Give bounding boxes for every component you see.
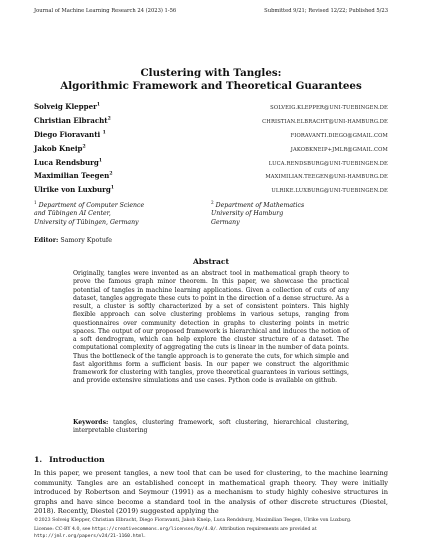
affiliations xyxy=(34,199,388,227)
author-row xyxy=(34,144,388,158)
affiliation-line: Germany xyxy=(211,218,240,226)
author-email[interactable]: LUCA.RENDSBURG@UNI-TUEBINGEN.DE xyxy=(268,160,388,167)
author-email[interactable]: ULRIKE.LUXBURG@UNI-TUEBINGEN.DE xyxy=(271,188,388,195)
author-email[interactable]: CHRISTIAN.ELBRACHT@UNI-HAMBURG.DE xyxy=(262,118,388,125)
editor-name: Samory Kpotufe xyxy=(60,237,112,244)
affiliation-line: University of Tübingen, Germany xyxy=(34,218,139,226)
author-row xyxy=(34,185,388,199)
journal-citation: Journal of Machine Learning Research 24 (2023) 1-56 xyxy=(34,8,177,14)
editor-line xyxy=(34,237,112,244)
author-name: Ulrike von Luxburg$^1$ xyxy=(34,185,115,195)
title-line-2: Algorithmic Framework and Theoretical Guarantees xyxy=(60,80,362,92)
license-mid: . Attribution requirements are provided at xyxy=(216,527,317,533)
title-line-1: Clustering with Tangles: xyxy=(140,67,282,79)
author-name: Maximilian Teegen$^2$ xyxy=(34,171,113,181)
copyright-notice: ©2023 Solveig Klepper, Christian Elbracht, Diego Fioravanti, Jakob Kneip, Luca Rendsburg, Maximilian Teegen, Ulrike von Luxburg. xyxy=(34,518,352,523)
author-name: Jakob Kneip$^2$ xyxy=(34,143,86,153)
attribution-link[interactable]: http://jmlr.org/papers/v24/21-1160.html xyxy=(34,533,145,539)
affiliation-2 xyxy=(211,199,388,227)
author-row xyxy=(34,171,388,185)
keywords-text: tangles, clustering framework, soft clustering, hierarchical clustering, interpretable clustering xyxy=(73,419,349,435)
affiliation-marker: 2 xyxy=(211,200,214,205)
author-name: Luca Rendsburg$^1$ xyxy=(34,157,103,167)
section-heading xyxy=(34,455,112,464)
running-header xyxy=(34,8,388,14)
author-name: Diego Fioravanti $^1$ xyxy=(34,129,106,139)
footnote xyxy=(34,518,388,540)
license-link[interactable]: https://creativecommons.org/licenses/by/4.0/ xyxy=(91,527,217,533)
author-email[interactable]: MAXIMILIAN.TEEGEN@UNI-HAMBURG.DE xyxy=(265,174,388,181)
affiliation-line: Department of Mathematics xyxy=(215,202,305,210)
editor-label: Editor: xyxy=(34,237,59,244)
license-end: . xyxy=(144,533,146,539)
author-email[interactable]: FIORAVANTI.DIEGO@GMAIL.COM xyxy=(290,132,388,139)
introduction-text: In this paper, we present tangles, a new tool that can be used for clustering, to the machine learning community. Tangles are an established concept in mathematical graph theory. They were initially introduced by Robertson and Seymour (1991) as a mechanism to study highly cohesive structures in graphs and have since become a standard tool in the analysis of other discrete structures (Diestel, 2018). Recently, Diestel (2019) suggested applying the xyxy=(34,469,388,516)
author-name: Solveig Klepper$^1$ xyxy=(34,102,101,111)
author-row xyxy=(34,102,388,116)
author-email[interactable]: JAKOBKNEIP+JMLR@GMAIL.COM xyxy=(290,146,388,153)
author-name: Christian Elbracht$^2$ xyxy=(34,115,111,125)
section-title: Introduction xyxy=(49,455,105,464)
affiliation-line: University of Hamburg xyxy=(211,210,284,218)
abstract-text: Originally, tangles were invented as an abstract tool in mathematical graph theory to prove the famous graph minor theorem. In this paper, we showcase the practical potential of tangles in machine learning applications. Given a collection of cuts of any dataset, tangles aggregate these cuts to point in the direction of a dense structure. As a result, a cluster is softly characterized by a set of consistent pointers. This highly flexible approach can solve clustering problems in various setups, ranging from questionnaires over community detection in graphs to clustering points in metric spaces. The output of our proposed framework is hierarchical and induces the notion of a soft dendrogram, which can help explore the cluster structure of a dataset. The computational complexity of aggregating the cuts is linear in the number of data points. Thus the bottleneck of the tangle approach is to generate the cuts, for which simple and fast algorithms form a sufficient basis. In our paper we construct the algorithmic framework for clustering with tangles, prove theoretical guarantees in various settings, and provide extensive simulations and use cases. Python code is available on github. xyxy=(73,270,349,385)
section-number: 1. xyxy=(34,455,43,464)
affiliation-line: Department of Computer Science xyxy=(38,202,145,210)
paper-title xyxy=(0,67,422,93)
affiliation-marker: 1 xyxy=(34,200,37,205)
keywords xyxy=(73,419,349,436)
abstract-heading: Abstract xyxy=(192,257,230,266)
keywords-label: Keywords: xyxy=(73,419,109,426)
license-prefix: License: CC-BY 4.0, see xyxy=(34,527,91,533)
license-notice xyxy=(34,527,388,540)
affiliation-line: and Tübingen AI Center, xyxy=(34,210,111,218)
author-email[interactable]: SOLVEIG.KLEPPER@UNI-TUEBINGEN.DE xyxy=(270,105,388,111)
author-row xyxy=(34,158,388,172)
author-row xyxy=(34,130,388,144)
submission-dates: Submitted 9/21; Revised 12/22; Published 5/23 xyxy=(264,8,388,14)
affiliation-1 xyxy=(34,199,211,227)
author-list xyxy=(34,102,388,199)
author-row xyxy=(34,116,388,130)
